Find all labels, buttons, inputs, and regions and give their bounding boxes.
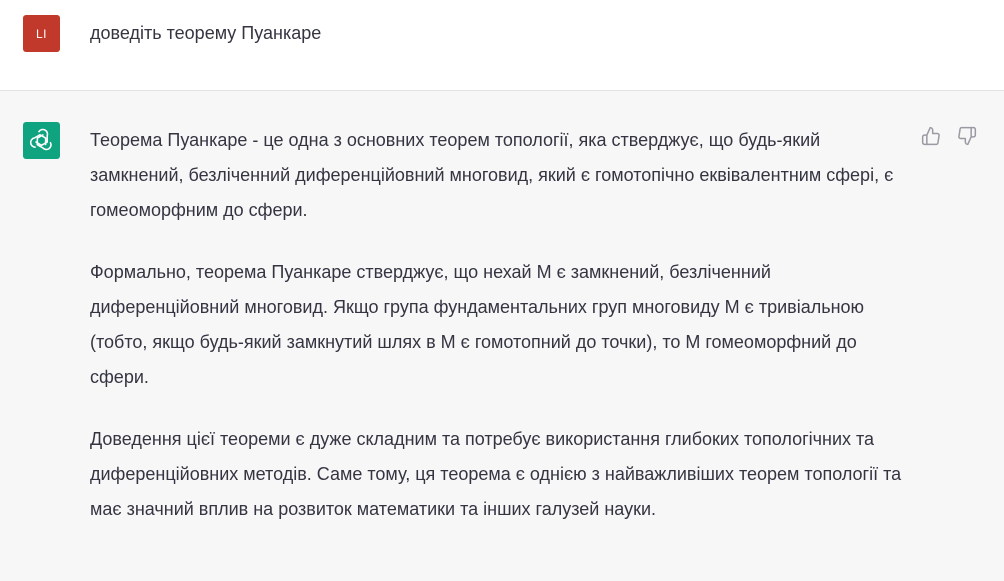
assistant-paragraph: Теорема Пуанкаре - це одна з основних теорем топології, яка стверджує, що будь-який замкнений, безліченний диференційовний многовид, який є гомотопічно еквівалентним сфері, є гомеоморфним до сфери. bbox=[90, 130, 894, 220]
thumbs-down-icon bbox=[957, 126, 977, 146]
thumbs-up-button[interactable] bbox=[920, 125, 942, 147]
feedback-controls bbox=[920, 125, 978, 147]
assistant-message-text bbox=[90, 123, 908, 554]
user-avatar-initials: LI bbox=[35, 26, 47, 41]
thumbs-up-icon bbox=[921, 126, 941, 146]
user-message-text: доведіть теорему Пуанкаре bbox=[90, 23, 322, 43]
openai-logo-icon bbox=[29, 128, 54, 153]
user-avatar bbox=[23, 15, 60, 52]
assistant-avatar bbox=[23, 122, 60, 159]
thumbs-down-button[interactable] bbox=[956, 125, 978, 147]
assistant-paragraph: Доведення цієї теореми є дуже складним та потребує використання глибоких топологічних та диференційовних методів. Саме тому, ця теорема є однією з найважливіших теорем топології та має значний вплив на розвиток математики та інших галузей науки. bbox=[90, 429, 902, 519]
assistant-paragraph: Формально, теорема Пуанкаре стверджує, що нехай М є замкнений, безліченний диференційовний многовид. Якщо група фундаментальних груп многовиду М є тривіальною (тобто, якщо будь-який замкнутий шлях в М є гомотопний до точки), то М гомеоморфний до сфери. bbox=[90, 262, 865, 387]
assistant-message-row bbox=[0, 91, 1004, 581]
user-message-row bbox=[0, 0, 1004, 91]
